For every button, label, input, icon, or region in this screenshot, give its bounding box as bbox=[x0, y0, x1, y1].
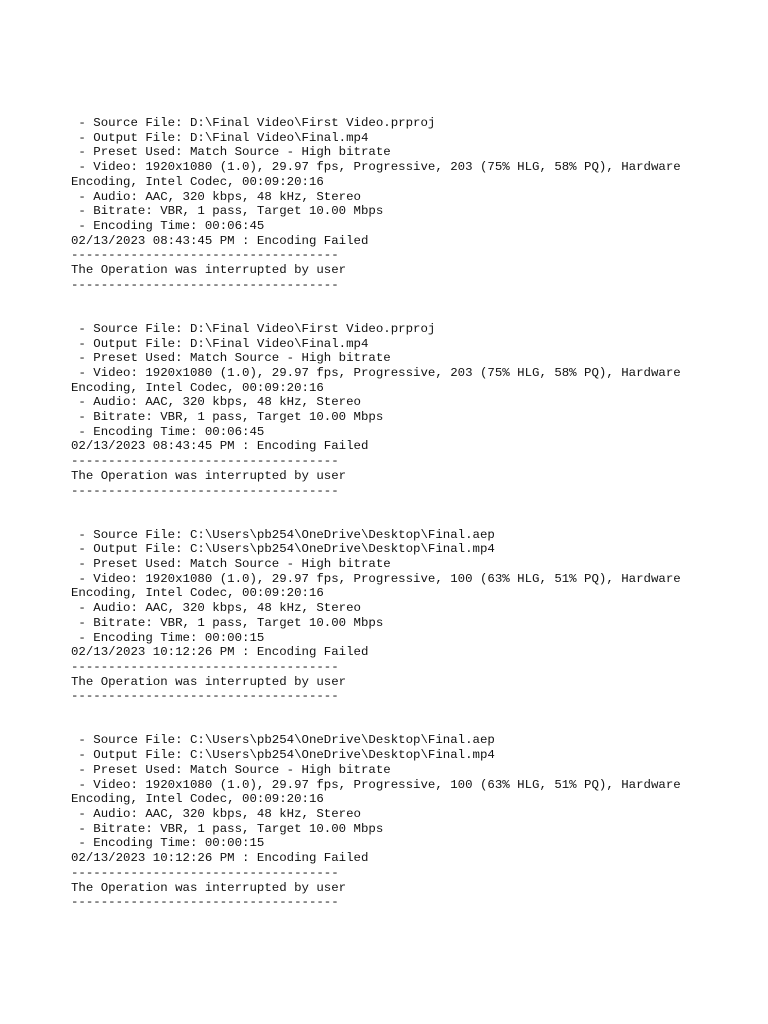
status-line: 02/13/2023 10:12:26 PM : Encoding Failed bbox=[71, 851, 369, 866]
video-line: - Video: 1920x1080 (1.0), 29.97 fps, Progressive, 203 (75% HLG, 58% PQ), Hardware Encoding, Intel Codec, 00:09:20:16 bbox=[71, 365, 689, 395]
output-file-line: - Output File: D:\Final Video\Final.mp4 bbox=[71, 336, 369, 351]
status-line: 02/13/2023 10:12:26 PM : Encoding Failed bbox=[71, 645, 369, 660]
separator: ------------------------------------ bbox=[71, 277, 339, 292]
preset-line: - Preset Used: Match Source - High bitrate bbox=[71, 351, 391, 366]
video-line: - Video: 1920x1080 (1.0), 29.97 fps, Progressive, 100 (63% HLG, 51% PQ), Hardware Encoding, Intel Codec, 00:09:20:16 bbox=[71, 777, 689, 807]
bitrate-line: - Bitrate: VBR, 1 pass, Target 10.00 Mbps bbox=[71, 410, 384, 425]
preset-line: - Preset Used: Match Source - High bitrate bbox=[71, 145, 391, 160]
log-entry bbox=[71, 322, 711, 498]
message-line: The Operation was interrupted by user bbox=[71, 880, 347, 895]
encoding-time-line: - Encoding Time: 00:00:15 bbox=[71, 836, 265, 851]
encoding-time-line: - Encoding Time: 00:06:45 bbox=[71, 424, 265, 439]
source-file-line: - Source File: D:\Final Video\First Video.prproj bbox=[71, 321, 436, 336]
encoding-time-line: - Encoding Time: 00:06:45 bbox=[71, 218, 265, 233]
video-line: - Video: 1920x1080 (1.0), 29.97 fps, Progressive, 100 (63% HLG, 51% PQ), Hardware Encoding, Intel Codec, 00:09:20:16 bbox=[71, 571, 689, 601]
output-file-line: - Output File: D:\Final Video\Final.mp4 bbox=[71, 130, 369, 145]
preset-line: - Preset Used: Match Source - High bitrate bbox=[71, 762, 391, 777]
message-line: The Operation was interrupted by user bbox=[71, 263, 347, 278]
encoding-time-line: - Encoding Time: 00:00:15 bbox=[71, 630, 265, 645]
separator: ------------------------------------ bbox=[71, 248, 339, 263]
source-file-line: - Source File: C:\Users\pb254\OneDrive\Desktop\Final.aep bbox=[71, 733, 495, 748]
message-line: The Operation was interrupted by user bbox=[71, 674, 347, 689]
message-line: The Operation was interrupted by user bbox=[71, 468, 347, 483]
preset-line: - Preset Used: Match Source - High bitrate bbox=[71, 557, 391, 572]
separator: ------------------------------------ bbox=[71, 865, 339, 880]
audio-line: - Audio: AAC, 320 kbps, 48 kHz, Stereo bbox=[71, 807, 361, 821]
source-file-line: - Source File: D:\Final Video\First Video.prproj bbox=[71, 116, 436, 130]
status-line: 02/13/2023 08:43:45 PM : Encoding Failed bbox=[71, 439, 369, 454]
bitrate-line: - Bitrate: VBR, 1 pass, Target 10.00 Mbps bbox=[71, 615, 384, 630]
audio-line: - Audio: AAC, 320 kbps, 48 kHz, Stereo bbox=[71, 395, 361, 410]
bitrate-line: - Bitrate: VBR, 1 pass, Target 10.00 Mbps bbox=[71, 821, 384, 836]
separator: ------------------------------------ bbox=[71, 454, 339, 469]
separator: ------------------------------------ bbox=[71, 659, 339, 674]
status-line: 02/13/2023 08:43:45 PM : Encoding Failed bbox=[71, 233, 369, 248]
output-file-line: - Output File: C:\Users\pb254\OneDrive\Desktop\Final.mp4 bbox=[71, 542, 495, 557]
log-entry bbox=[71, 733, 711, 909]
video-line: - Video: 1920x1080 (1.0), 29.97 fps, Progressive, 203 (75% HLG, 58% PQ), Hardware Encoding, Intel Codec, 00:09:20:16 bbox=[71, 160, 689, 189]
log-entry bbox=[71, 116, 711, 292]
bitrate-line: - Bitrate: VBR, 1 pass, Target 10.00 Mbps bbox=[71, 204, 384, 219]
encoding-log bbox=[71, 116, 711, 910]
separator: ------------------------------------ bbox=[71, 895, 339, 910]
log-entry bbox=[71, 528, 711, 704]
audio-line: - Audio: AAC, 320 kbps, 48 kHz, Stereo bbox=[71, 601, 361, 616]
output-file-line: - Output File: C:\Users\pb254\OneDrive\Desktop\Final.mp4 bbox=[71, 748, 495, 763]
source-file-line: - Source File: C:\Users\pb254\OneDrive\Desktop\Final.aep bbox=[71, 527, 495, 542]
separator: ------------------------------------ bbox=[71, 483, 339, 498]
audio-line: - Audio: AAC, 320 kbps, 48 kHz, Stereo bbox=[71, 189, 361, 204]
separator: ------------------------------------ bbox=[71, 689, 339, 704]
